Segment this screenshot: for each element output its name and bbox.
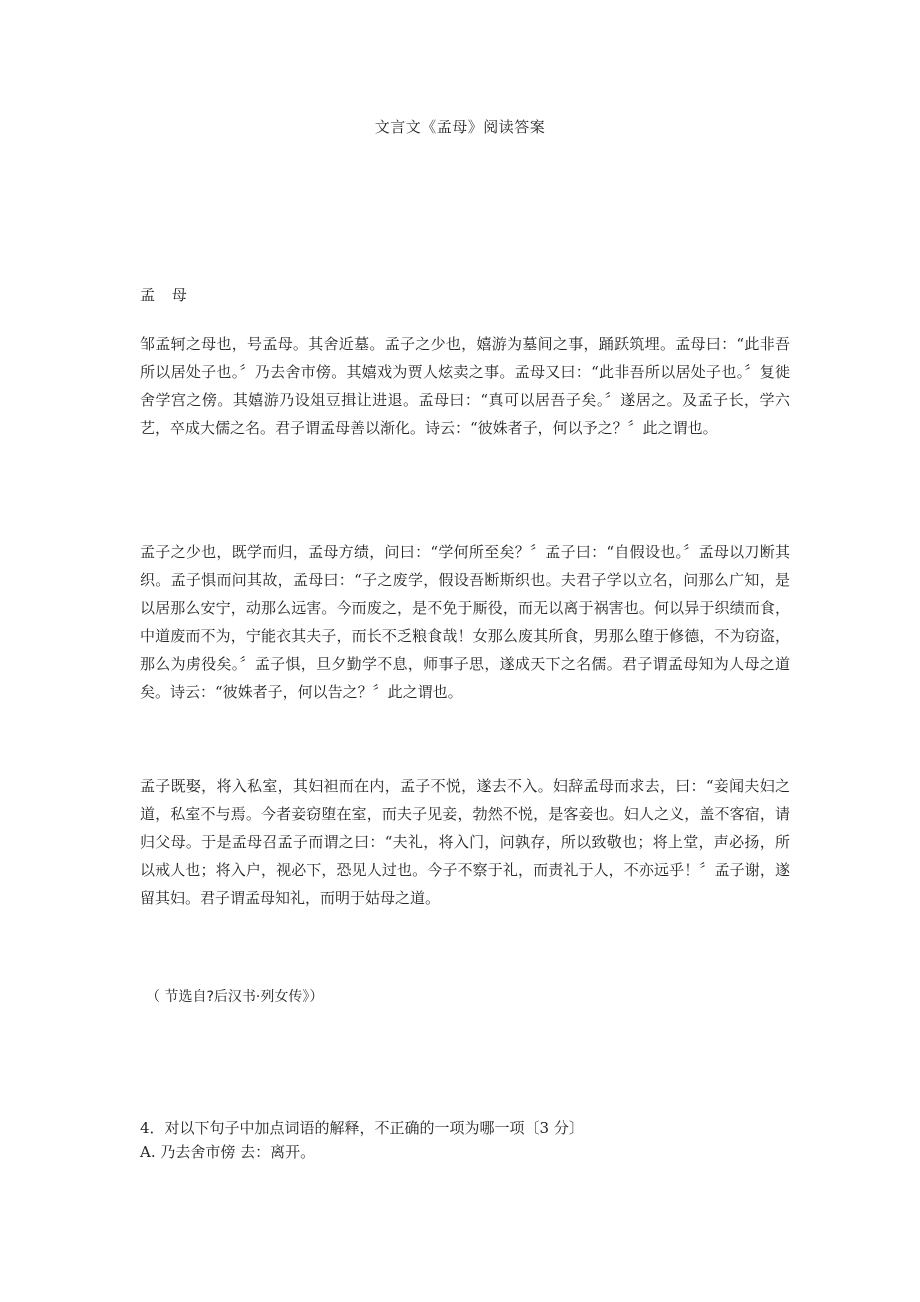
document-title: 文言文《孟母》阅读答案: [374, 118, 546, 136]
question-4: 4．对以下句子中加点词语的解释，不正确的一项为哪一项〔3 分〕: [140, 1119, 584, 1137]
passage-paragraph-3: 孟子既娶，将入私室，其妇袒而在内，孟子不悦，遂去不入。妇辞孟母而求去，曰：“妾闻夫妇之道，私室不与焉。今者妾窃堕在室，而夫子见妾，勃然不悦，是客妾也。妇人之义，盖不客宿，请归父母。于是孟母召孟子而谓之曰：“夫礼，将入门，问孰存，所以致敬也；将上堂，声必扬，所以戒人也；将入户，视必下，恐见人过也。今子不察于礼，而责礼于人，不亦远乎！〞孟子谢，遂留其妇。君子谓孟母知礼，而明于姑母之道。: [140, 777, 790, 907]
passage-source: （ 节选自?后汉书·列女传》）: [146, 989, 324, 1005]
passage-paragraph-2: 孟子之少也，既学而归，孟母方绩，问曰：“学何所至矣？〞孟子曰：“自假设也。〞孟母以刀断其织。孟子惧而问其故，孟母曰：“子之废学，假设吾断斯织也。夫君子学以立名，问那么广知，是以居那么安宁，动那么远害。今而废之，是不免于厮役，而无以离于祸害也。何以异于织绩而食，中道废而不为，宁能衣其夫子，而长不乏粮食哉！女那么废其所食，男那么堕于修德，不为窃盗，那么为虏役矣。〞孟子惧，旦夕勤学不息，师事子思，遂成天下之名儒。君子谓孟母知为人母之道矣。诗云：“彼姝者子，何以告之？〞此之谓也。: [140, 543, 790, 701]
option-a: A. 乃去舍市傍 去：离开。: [140, 1143, 316, 1161]
passage-paragraph-1: 邹孟轲之母也，号孟母。其舍近墓。孟子之少也，嬉游为墓间之事，踊跃筑埋。孟母曰：“此非吾所以居处子也。〞乃去舍市傍。其嬉戏为贾人炫卖之事。孟母又曰：“此非吾所以居处子也。〞复徙舍学宫之傍。其嬉游乃设俎豆揖让进退。孟母曰：“真可以居吾子矣。〞遂居之。及孟子长，学六艺，卒成大儒之名。君子谓孟母善以渐化。诗云：“彼姝者子，何以予之？〞此之谓也。: [140, 335, 790, 437]
passage-title: 孟 母: [140, 286, 193, 304]
